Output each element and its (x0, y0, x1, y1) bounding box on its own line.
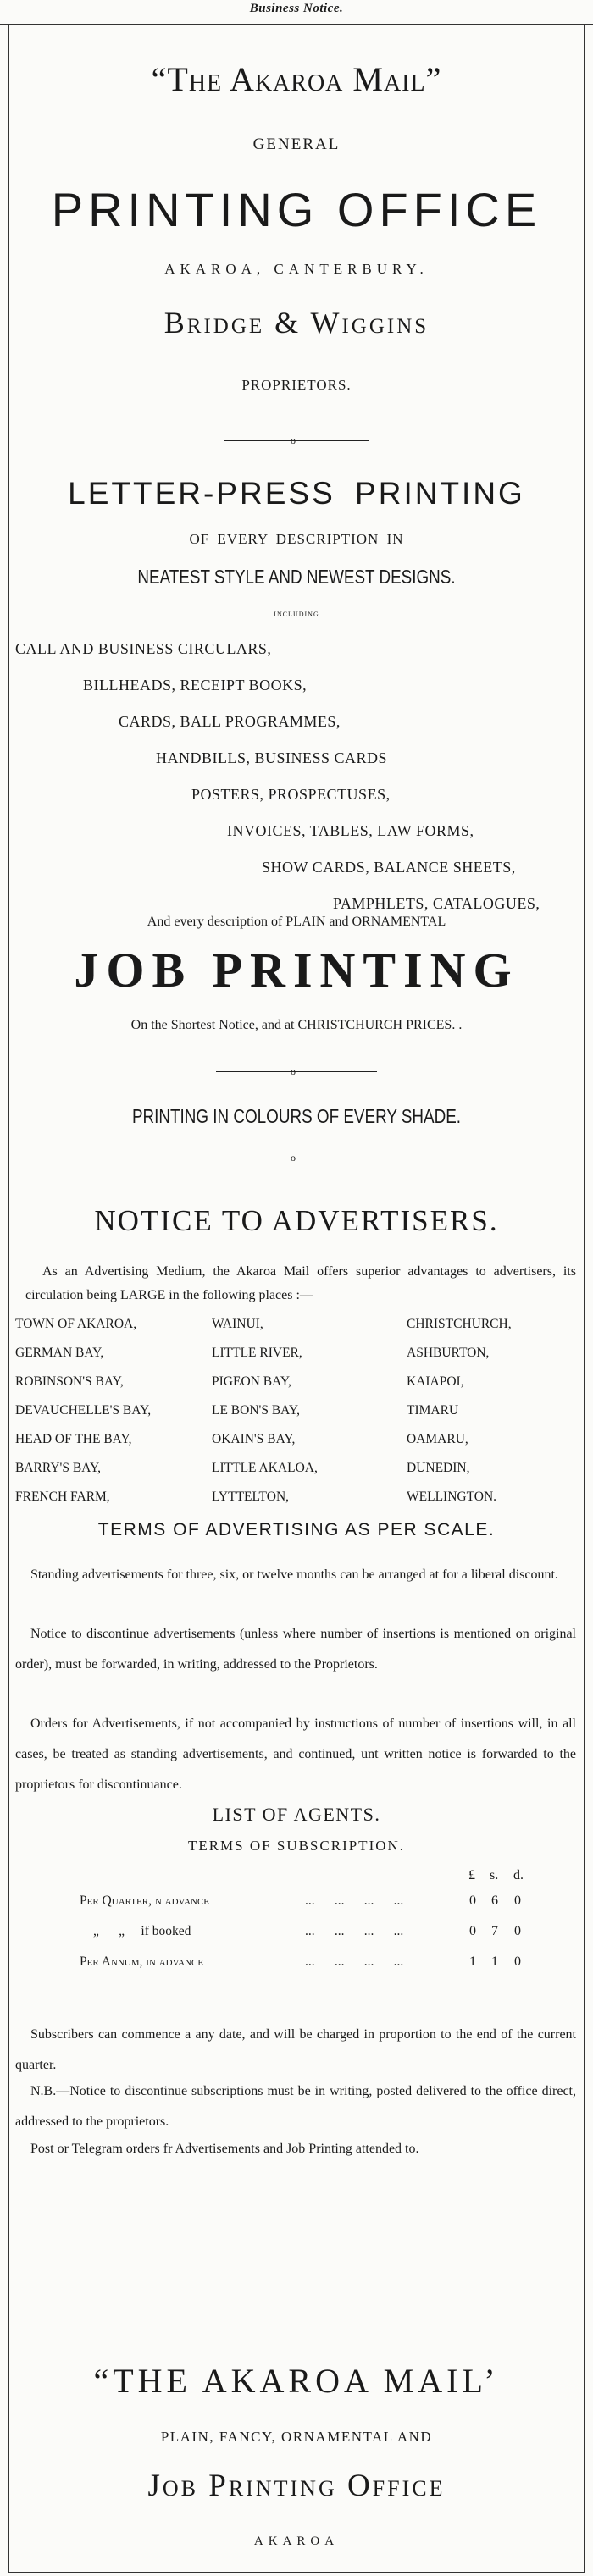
place-name: KAIAPOI, (407, 1374, 464, 1389)
terms-of-subscription-heading: TERMS OF SUBSCRIPTION. (187, 1838, 406, 1854)
divider-ornament-1: o (291, 434, 296, 446)
akaroa-mail-footer-title: “THE AKAROA MAIL’ (93, 2362, 500, 2400)
divider-rule-1 (224, 440, 369, 441)
subscription-pounds: 0 (469, 1893, 476, 1908)
nb-discontinue-paragraph: N.B.—Notice to discontinue subscriptions must be in writing, posted delivered to the office direct, addressed to the proprietors. (15, 2084, 576, 2129)
place-name: DEVAUCHELLE'S BAY, (15, 1403, 152, 1418)
standing-ads-paragraph: Standing advertisements for three, six, or twelve months can be arranged at for a liberal discount. (30, 1567, 558, 1582)
every-description-line: OF EVERY DESCRIPTION IN (189, 531, 404, 547)
divider-ornament-3: o (291, 1152, 296, 1164)
subscription-shillings: 7 (491, 1924, 498, 1938)
place-name: PIGEON BAY, (212, 1374, 291, 1389)
place-name: ASHBURTON, (407, 1346, 490, 1360)
subscription-shillings: 6 (491, 1893, 498, 1908)
place-name: GERMAN BAY, (15, 1346, 104, 1360)
place-name: TOWN OF AKAROA, (15, 1317, 137, 1331)
notice-to-advertisers-heading: NOTICE TO ADVERTISERS. (94, 1204, 499, 1237)
subscription-row-label: Per Quarter, n advance (80, 1893, 210, 1908)
place-name: WAINUI, (212, 1317, 263, 1331)
including-label: including (274, 607, 319, 619)
letterpress-heading: LETTER-PRESS PRINTING (68, 476, 525, 511)
place-name: HEAD OF THE BAY, (15, 1432, 132, 1446)
service-item: SHOW CARDS, BALANCE SHEETS, (262, 859, 516, 876)
subscription-pounds: 0 (469, 1924, 476, 1938)
job-printing-heading: JOB PRINTING (74, 943, 519, 998)
subscription-pence: 0 (514, 1924, 521, 1938)
place-name: OKAIN'S BAY, (212, 1432, 296, 1446)
subscription-pence: 0 (514, 1954, 521, 1969)
neatest-style-line: NEATEST STYLE AND NEWEST DESIGNS. (137, 566, 456, 588)
plain-fancy-line: PLAIN, FANCY, ORNAMENTAL AND (160, 2429, 433, 2445)
subscription-row-dots: ... ... ... ... (305, 1893, 404, 1908)
business-notice-header: Business Notice. (249, 2, 344, 15)
place-name: LITTLE AKALOA, (212, 1461, 318, 1475)
subscription-shillings: 1 (491, 1954, 498, 1969)
place-name: CHRISTCHURCH, (407, 1317, 512, 1331)
firm-name: Bridge & Wiggins (163, 306, 430, 340)
subscribers-paragraph: Subscribers can commence a any date, and will be charged in proportion to the end of the current quarter. (15, 2027, 576, 2072)
currency-header-pounds: £ (468, 1868, 475, 1882)
place-name: OAMARU, (407, 1432, 468, 1446)
divider-rule-2 (216, 1071, 377, 1072)
place-name: WELLINGTON. (407, 1490, 497, 1504)
list-of-agents-heading: LIST OF AGENTS. (212, 1804, 381, 1825)
post-telegram-paragraph: Post or Telegram orders fr Advertisements and Job Printing attended to. (30, 2142, 419, 2156)
akaroa-footer-label: AKAROA (253, 2535, 340, 2548)
service-item: PAMPHLETS, CATALOGUES, (333, 895, 540, 912)
proprietors-label: PROPRIETORS. (241, 377, 352, 393)
shortest-notice-line: On the Shortest Notice, and at CHRISTCHURCH PRICES. . (130, 1018, 463, 1032)
subscription-pence: 0 (514, 1893, 521, 1908)
place-name: FRENCH FARM, (15, 1490, 110, 1504)
subscription-row-dots: ... ... ... ... (305, 1924, 404, 1938)
place-name: DUNEDIN, (407, 1461, 470, 1475)
service-item: HANDBILLS, BUSINESS CARDS (156, 749, 388, 766)
subscription-pounds: 1 (469, 1954, 476, 1969)
colours-line: PRINTING IN COLOURS OF EVERY SHADE. (131, 1105, 462, 1127)
divider-ornament-2: o (291, 1065, 296, 1077)
place-name: TIMARU (407, 1403, 459, 1418)
place-name: LITTLE RIVER, (212, 1346, 302, 1360)
job-printing-office-heading: Job Printing Office (147, 2468, 446, 2503)
service-item: INVOICES, TABLES, LAW FORMS, (227, 822, 474, 839)
currency-header-pence: d. (513, 1868, 524, 1882)
service-item: BILLHEADS, RECEIPT BOOKS, (83, 677, 308, 694)
service-item: CALL AND BUSINESS CIRCULARS, (15, 640, 272, 657)
subscription-row-dots: ... ... ... ... (305, 1954, 404, 1969)
place-name: LYTTELTON, (212, 1490, 290, 1504)
place-name: LE BON'S BAY, (212, 1403, 301, 1418)
general-label: GENERAL (252, 135, 341, 153)
subscription-row-label: Per Annum, in advance (80, 1954, 204, 1969)
printing-office-heading: PRINTING OFFICE (51, 183, 542, 236)
currency-header-shillings: s. (490, 1868, 499, 1882)
place-name: ROBINSON'S BAY, (15, 1374, 124, 1389)
orders-ads-paragraph: Orders for Advertisements, if not accompanied by instructions of number of insertions will, in all cases, be treated as standing advertisements, and continued, unt written notice is forwarded to the proprietors for discontinuance. (15, 1716, 576, 1792)
subscription-row-label: „ „ if booked (93, 1924, 191, 1938)
service-item: POSTERS, PROSPECTUSES, (191, 786, 391, 803)
address-line: AKAROA, CANTERBURY. (164, 261, 429, 277)
place-name: BARRY'S BAY, (15, 1461, 102, 1475)
service-item: CARDS, BALL PROGRAMMES, (119, 713, 341, 730)
akaroa-mail-title: “The Akaroa Mail” (151, 60, 442, 98)
discontinue-ads-paragraph: Notice to discontinue advertisements (unless where number of insertions is mentioned on original order), must be forwarded, in writing, addressed to the Proprietors. (15, 1627, 576, 1672)
plain-ornamental-line: And every description of PLAIN and ORNAMENTAL (147, 915, 446, 929)
terms-of-advertising: TERMS OF ADVERTISING AS PER SCALE. (97, 1520, 496, 1540)
advertisers-intro: As an Advertising Medium, the Akaroa Mail offers superior advantages to advertisers, its circulation being LARGE in the following places :— (25, 1264, 576, 1302)
